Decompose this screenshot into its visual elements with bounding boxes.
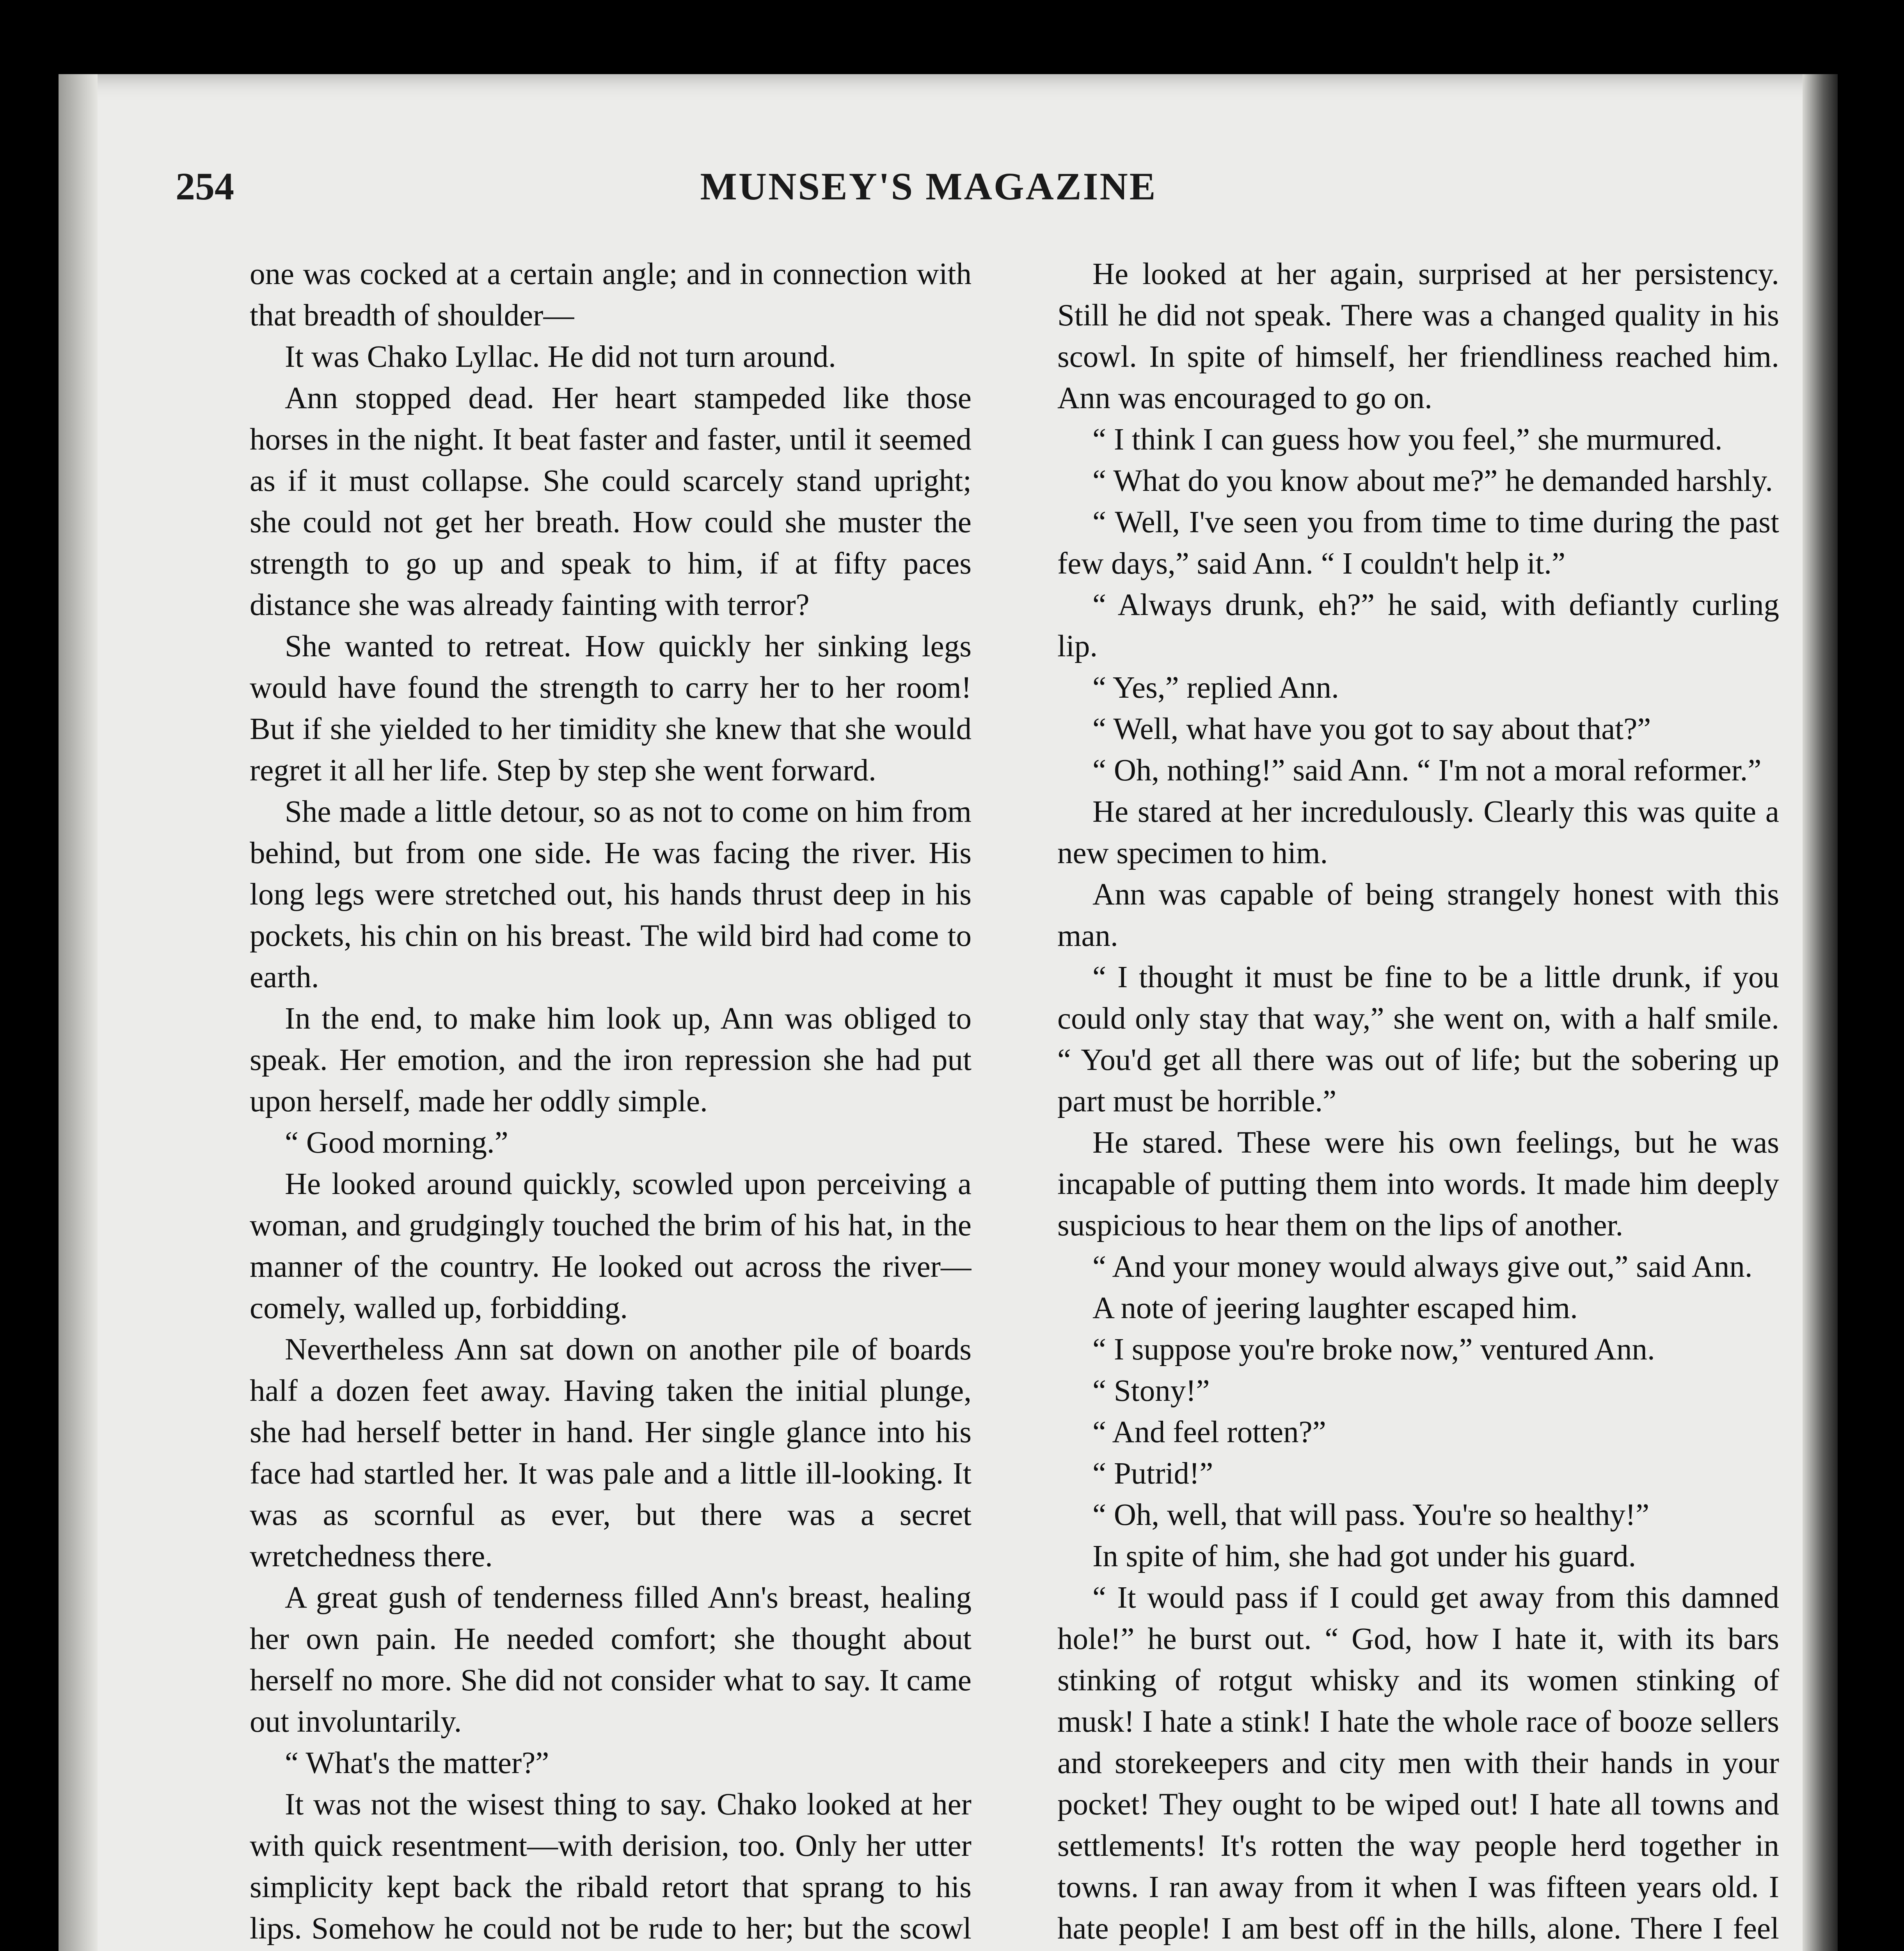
paragraph: “ It would pass if I could get away from this damned hole!” he burst out. “ God, how I hate it, with its bars stinking of rotgut whisky and its women stinking of musk! I hate a stink! I hate the whole race of booze sellers and storekeepers and city men with their hands in your pocket! They ought to be wiped out! I hate all towns and settlements! It's rotten the way people herd together in towns. I ran away from it when I was fifteen years old. I hate people! I am best off in the hills, alone. There I feel xyxy=(1057,1581,1779,1946)
right-column xyxy=(1057,254,1779,1951)
paragraph: “ Oh, nothing!” said Ann. “ I'm not a moral reformer.” xyxy=(1092,753,1762,787)
paragraph: “ And feel rotten?” xyxy=(1092,1415,1326,1449)
paragraph: She made a little detour, so as not to come on him from behind, but from one side. He was facing the river. His long legs were stretched out, his hands thrust deep in his pockets, his chin on his breast. The wild bird had come to earth. xyxy=(250,795,972,994)
paragraph: Ann stopped dead. Her heart stampeded like those horses in the night. It beat faster and faster, until it seemed as if it must collapse. She could scarcely stand upright; she could not get her breath. How could she muster the strength to go up and speak to him, if at fifty paces distance she was already fainting with terror? xyxy=(250,381,972,622)
paragraph: “ Yes,” replied Ann. xyxy=(1092,671,1339,705)
paragraph: “ And your money would always give out,” said Ann. xyxy=(1092,1250,1753,1284)
paragraph: “ Always drunk, eh?” he said, with defiantly curling lip. xyxy=(1057,588,1779,663)
paragraph: “ Well, I've seen you from time to time during the past few days,” said Ann. “ I couldn't help it.” xyxy=(1057,505,1779,581)
paragraph: He looked around quickly, scowled upon perceiving a woman, and grudgingly touched the brim of his hat, in the manner of the country. He looked out across the river—comely, walled up, forbidding. xyxy=(250,1167,972,1325)
paragraph: A note of jeering laughter escaped him. xyxy=(1092,1291,1578,1325)
paragraph: “ I thought it must be fine to be a little drunk, if you could only stay that way,” she went on, with a half smile. “ You'd get all there was out of life; but the sobering up part must be horrible.” xyxy=(1057,960,1779,1118)
page-edge-shadow xyxy=(1803,74,1838,1951)
page-number: 254 xyxy=(176,165,234,208)
paragraph: He stared. These were his own feelings, but he was incapable of putting them into words. It made him deeply suspicious to hear them on the lips of another. xyxy=(1057,1126,1779,1242)
paragraph: Nevertheless Ann sat down on another pile of boards half a dozen feet away. Having taken the initial plunge, she had herself better in hand. Her single glance into his face had startled her. It was pale and a little ill-looking. It was as scornful as ever, but there was a secret wretchedness there. xyxy=(250,1333,972,1573)
running-head: MUNSEY'S MAGAZINE xyxy=(700,165,1157,208)
paragraph: In the end, to make him look up, Ann was obliged to speak. Her emotion, and the iron repression she had put upon herself, made her oddly simple. xyxy=(250,1002,972,1118)
paragraph: “ What do you know about me?” he demanded harshly. xyxy=(1092,464,1773,498)
paragraph: It was Chako Lyllac. He did not turn around. xyxy=(285,340,836,374)
page-gutter-shadow xyxy=(59,74,98,1951)
paragraph: Ann was capable of being strangely honest with this man. xyxy=(1057,878,1779,953)
paragraph: “ Putrid!” xyxy=(1092,1457,1213,1491)
paragraph: “ I think I can guess how you feel,” she murmured. xyxy=(1092,423,1723,457)
left-column xyxy=(250,254,972,1951)
paragraph: one was cocked at a certain angle; and in connection with that breadth of shoulder— xyxy=(250,257,972,332)
paragraph: “ Well, what have you got to say about that?” xyxy=(1092,712,1651,746)
paragraph: He stared at her incredulously. Clearly this was quite a new specimen to him. xyxy=(1057,795,1779,870)
paragraph: He looked at her again, surprised at her persistency. Still he did not speak. There was a changed quality in his scowl. In spite of himself, her friendliness reached him. Ann was encouraged to go on. xyxy=(1057,257,1779,415)
paragraph: She wanted to retreat. How quickly her sinking legs would have found the strength to carry her to her room! But if she yielded to her timidity she knew that she would regret it all her life. Step by step she went forward. xyxy=(250,629,972,787)
paragraph: A great gush of tenderness filled Ann's breast, healing her own pain. He needed comfort; she thought about herself no more. She did not consider what to say. It came out involuntarily. xyxy=(250,1581,972,1739)
page-header xyxy=(176,164,1682,222)
article-body xyxy=(250,254,1779,1951)
paragraph: “ I suppose you're broke now,” ventured Ann. xyxy=(1092,1333,1655,1366)
paragraph: “ What's the matter?” xyxy=(285,1746,549,1780)
paragraph: It was not the wisest thing to say. Chako looked at her with quick resentment—with derision, too. Only her utter simplicity kept back the ribald retort that sprang to his lips. Somehow he could not be rude to her; but the scowl xyxy=(250,1788,972,1946)
paragraph: “ Stony!” xyxy=(1092,1374,1210,1408)
paragraph: “ Oh, well, that will pass. You're so healthy!” xyxy=(1092,1498,1650,1532)
paragraph: “ Good morning.” xyxy=(285,1126,508,1160)
paragraph: In spite of him, she had got under his guard. xyxy=(1092,1539,1636,1573)
